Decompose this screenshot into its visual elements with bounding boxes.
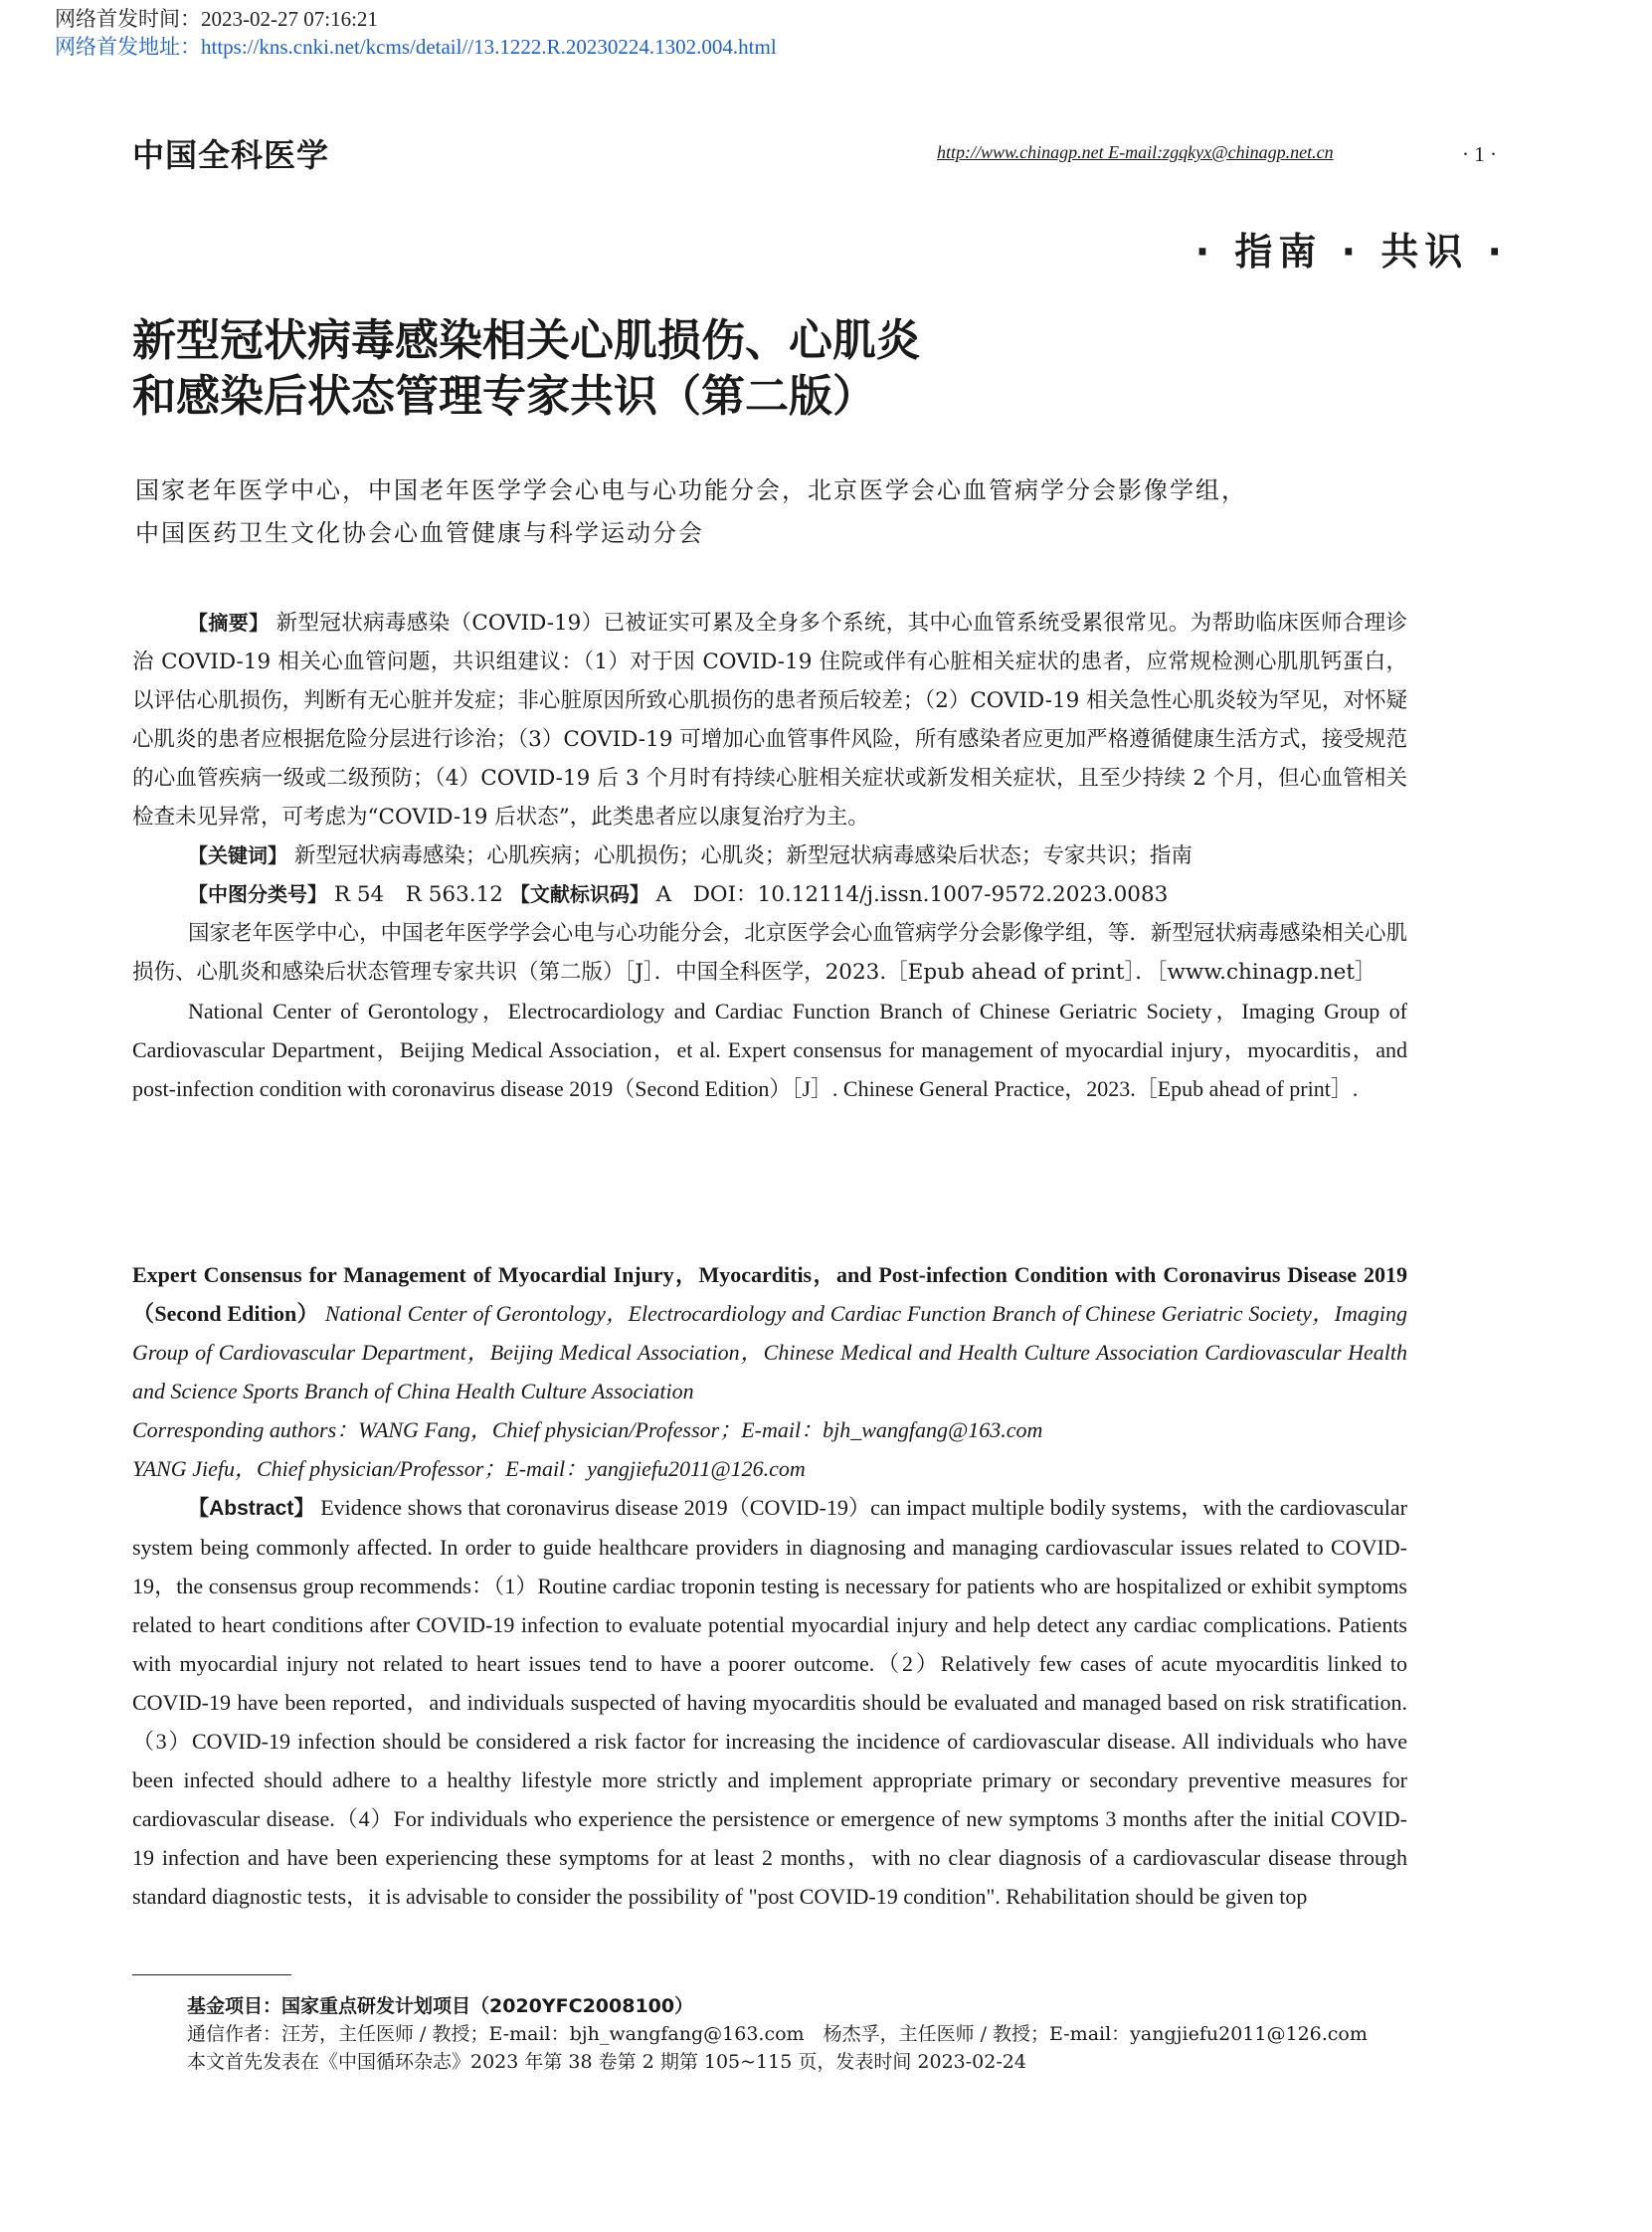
classification-value: R 54 R 563.12 [333, 882, 503, 907]
english-title-and-affiliation [132, 1255, 1407, 1410]
abstract-text: 新型冠状病毒感染（COVID-19）已被证实可累及全身多个系统，其中心血管系统受累很常见。为帮助临床医师合理诊治 COVID-19 相关心血管问题，共识组建议：（1）对于因 COVID-19 住院或伴有心脏相关症状的患者，应常规检测心肌肌钙蛋白，以评估心肌损伤，判断有无心脏并发症；非心脏原因所致心肌损伤的患者预后较差；（2）COVID-19 相关急性心肌炎较为罕见，对怀疑心肌炎的患者应根据危险分层进行诊治；（3）COVID-19 可增加心血管事件风险，所有感染者应更加严格遵循健康生活方式，接受规范的心血管疾病一级或二级预防；（4）COVID-19 后 3 个月时有持续心脏相关症状或新发相关症状，且至少持续 2 个月，但心血管相关检查未见异常，可考虑为“COVID-19 后状态”，此类患者应以康复治疗为主。 [132, 611, 1407, 830]
contact-line: 通信作者：汪芳，主任医师 / 教授；E-mail：bjh_wangfang@163.com 杨杰孚，主任医师 / 教授；E-mail：yangjiefu2011@126.com [187, 2023, 1368, 2045]
online-publish-address[interactable]: 网络首发地址：https://kns.cnki.net/kcms/detail//13.1222.R.20230224.1302.004.html [55, 35, 777, 59]
corresponding-author-2: YANG Jiefu，Chief physician/Professor；E-mail：yangjiefu2011@126.com [132, 1456, 806, 1481]
article-title [132, 313, 1226, 425]
page-number: · 1 · [1462, 142, 1497, 166]
english-affiliation: National Center of Gerontology，Electrocardiology and Cardiac Function Branch of Chinese Geriatric Society，Imaging Group of Cardiovascular Department，Beijing Medical Association，Chinese Medical and Health Culture Association Cardiovascular Health and Science Sports Branch of China Health Culture Association [132, 1301, 1407, 1403]
author-affiliations [135, 469, 1428, 555]
keywords-label: 【关键词】 [188, 843, 287, 867]
english-title: Expert Consensus for Management of Myocardial Injury，Myocarditis，and Post-infection Condition with Coronavirus Disease 2019（Second Edition） [132, 1262, 1407, 1326]
classification-label: 【中图分类号】 [188, 882, 327, 906]
abstract-label: 【摘要】 [188, 611, 270, 635]
citation-chinese: 国家老年医学中心，中国老年医学学会心电与心功能分会，北京医学会心血管病学分会影像学组，等．新型冠状病毒感染相关心肌损伤、心肌炎和感染后状态管理专家共识（第二版）［J］．中国全科医学，2023.［Epub ahead of print］．［www.chinagp.net］ [132, 921, 1407, 985]
footnote [187, 1992, 1440, 2076]
authors-line-1: 国家老年医学中心，中国老年医学学会心电与心功能分会，北京医学会心血管病学分会影像学组， [135, 476, 1247, 504]
chinese-abstract [132, 604, 1407, 837]
corresponding-author-1: Corresponding authors：WANG Fang，Chief physician/Professor；E-mail：bjh_wangfang@163.com [132, 1417, 1043, 1442]
chinese-abstract-block [132, 604, 1407, 1108]
document-code-value: A DOI：10.12114/j.issn.1007-9572.2023.0083 [655, 882, 1169, 907]
document-code-label: 【文献标识码】 [509, 882, 649, 906]
authors-line-2: 中国医药卫生文化协会心血管健康与科学运动分会 [135, 519, 704, 547]
journal-logo: 中国全科医学 [132, 136, 330, 174]
classification [132, 875, 1407, 914]
keywords-text: 新型冠状病毒感染；心肌疾病；心肌损伤；心肌炎；新型冠状病毒感染后状态；专家共识；指南 [293, 843, 1193, 868]
first-published-line: 本文首先发表在《中国循环杂志》2023 年第 38 卷第 2 期第 105~115 页，发表时间 2023-02-24 [187, 2051, 1026, 2073]
fund-line: 基金项目：国家重点研发计划项目（2020YFC2008100） [187, 1995, 694, 2017]
online-publish-time: 网络首发时间：2023-02-27 07:16:21 [55, 7, 378, 31]
section-heading: · 指南 · 共识 · [1194, 230, 1508, 274]
english-abstract-label: 【Abstract】 [188, 1497, 315, 1520]
english-abstract-block [132, 1255, 1407, 1916]
article-title-line-1: 新型冠状病毒感染相关心肌损伤、心肌炎 [132, 315, 920, 366]
footnote-divider [132, 1974, 291, 1975]
english-abstract [132, 1488, 1407, 1916]
article-title-line-2: 和感染后状态管理专家共识（第二版） [132, 371, 876, 422]
citation-english: National Center of Gerontology，Electrocardiology and Cardiac Function Branch of Chinese Geriatric Society，Imaging Group of Cardiovascular Department，Beijing Medical Association，et al. Expert consensus for management of myocardial injury，myocarditis，and post-infection condition with coronavirus disease 2019（Second Edition）［J］. Chinese General Practice，2023.［Epub ahead of print］. [132, 999, 1407, 1101]
journal-url-email[interactable]: http://www.chinagp.net E-mail:zgqkyx@chinagp.net.cn [937, 142, 1334, 162]
keywords [132, 837, 1407, 875]
english-abstract-text: Evidence shows that coronavirus disease 2019（COVID-19）can impact multiple bodily systems，with the cardiovascular system being commonly affected. In order to guide healthcare providers in diagnosing and managing cardiovascular issues related to COVID-19，the consensus group recommends：（1）Routine cardiac troponin testing is necessary for patients who are hospitalized or exhibit symptoms related to heart conditions after COVID-19 infection to evaluate potential myocardial injury and help detect any cardiac complications. Patients with myocardial injury not related to heart issues tend to have a poorer outcome.（2）Relatively few cases of acute myocarditis linked to COVID-19 have been reported，and individuals suspected of having myocarditis should be evaluated and managed based on risk stratification.（3）COVID-19 infection should be considered a risk factor for increasing the incidence of cardiovascular disease. All individuals who have been infected should adhere to a healthy lifestyle more strictly and implement appropriate primary or secondary preventive measures for cardiovascular disease.（4）For individuals who experience the persistence or emergence of new symptoms 3 months after the initial COVID-19 infection and have been experiencing these symptoms for at least 2 months，with no clear diagnosis of a cardiovascular disease through standard diagnostic tests，it is advisable to consider the possibility of "post COVID-19 condition". Rehabilitation should be given top [132, 1495, 1407, 1909]
